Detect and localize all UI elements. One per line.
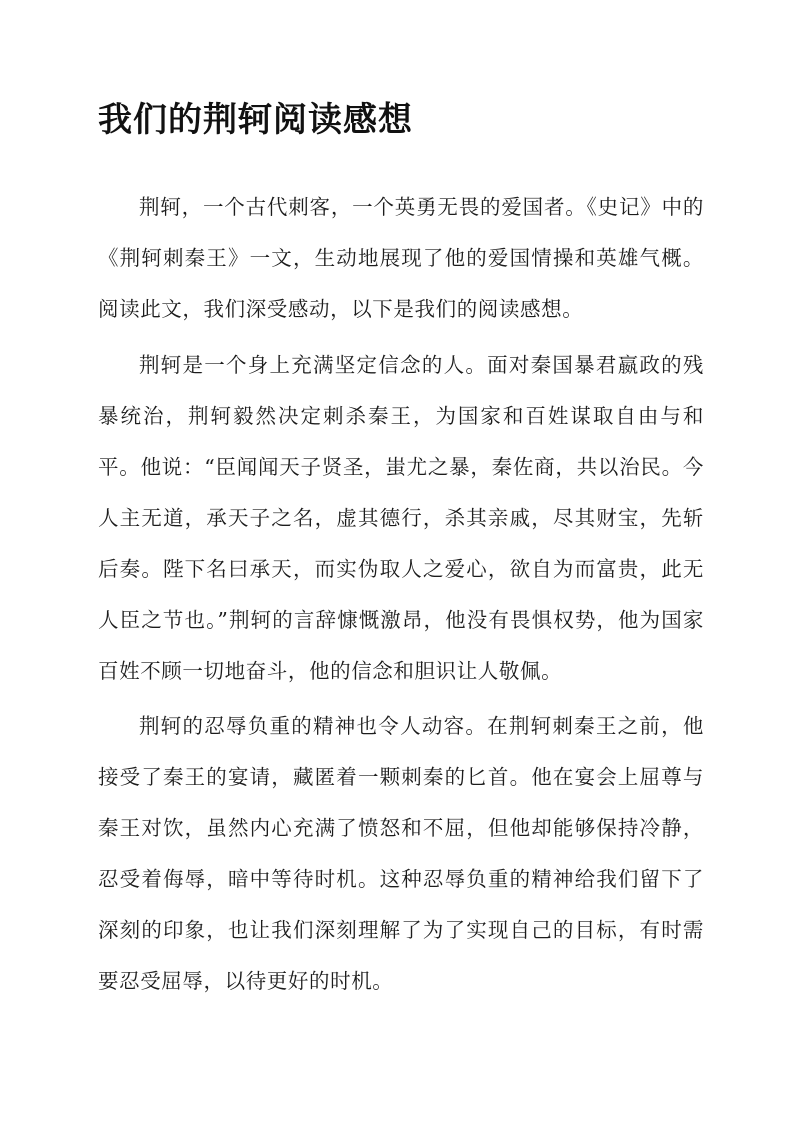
paragraph-endurance: 荆轲的忍辱负重的精神也令人动容。在荆轲刺秦王之前，他接受了秦王的宴请，藏匿着一颗刺秦的匕首。他在宴会上屈尊与秦王对饮，虽然内心充满了愤怒和不屈，但他却能够保持冷静，忍受着侮辱，暗中等待时机。这种忍辱负重的精神给我们留下了深刻的印象，也让我们深刻理解了为了实现自己的目标，有时需要忍受屈辱，以待更好的时机。 (98, 714, 704, 993)
paragraph-intro: 荆轲，一个古代刺客，一个英勇无畏的爱国者。《史记》中的《荆轲刺秦王》一文，生动地展现了他的爱国情操和英雄气概。阅读此文，我们深受感动，以下是我们的阅读感想。 (98, 195, 704, 321)
document-title: 我们的荆轲阅读感想 (98, 100, 413, 140)
paragraph-belief: 荆轲是一个身上充满坚定信念的人。面对秦国暴君嬴政的残暴统治，荆轲毅然决定刺杀秦王，为国家和百姓谋取自由与和平。他说：“臣闻闻天子贤圣，蚩尤之暴，秦佐商，共以治民。今人主无道，承天子之名，虚其德行，杀其亲戚，尽其财宝，先斩后奏。陛下名曰承天，而实伪取人之爱心，欲自为而富贵，此无人臣之节也。”荆轲的言辞慷慨激昂，他没有畏惧权势，他为国家百姓不顾一切地奋斗，他的信念和胆识让人敬佩。 (98, 353, 704, 683)
